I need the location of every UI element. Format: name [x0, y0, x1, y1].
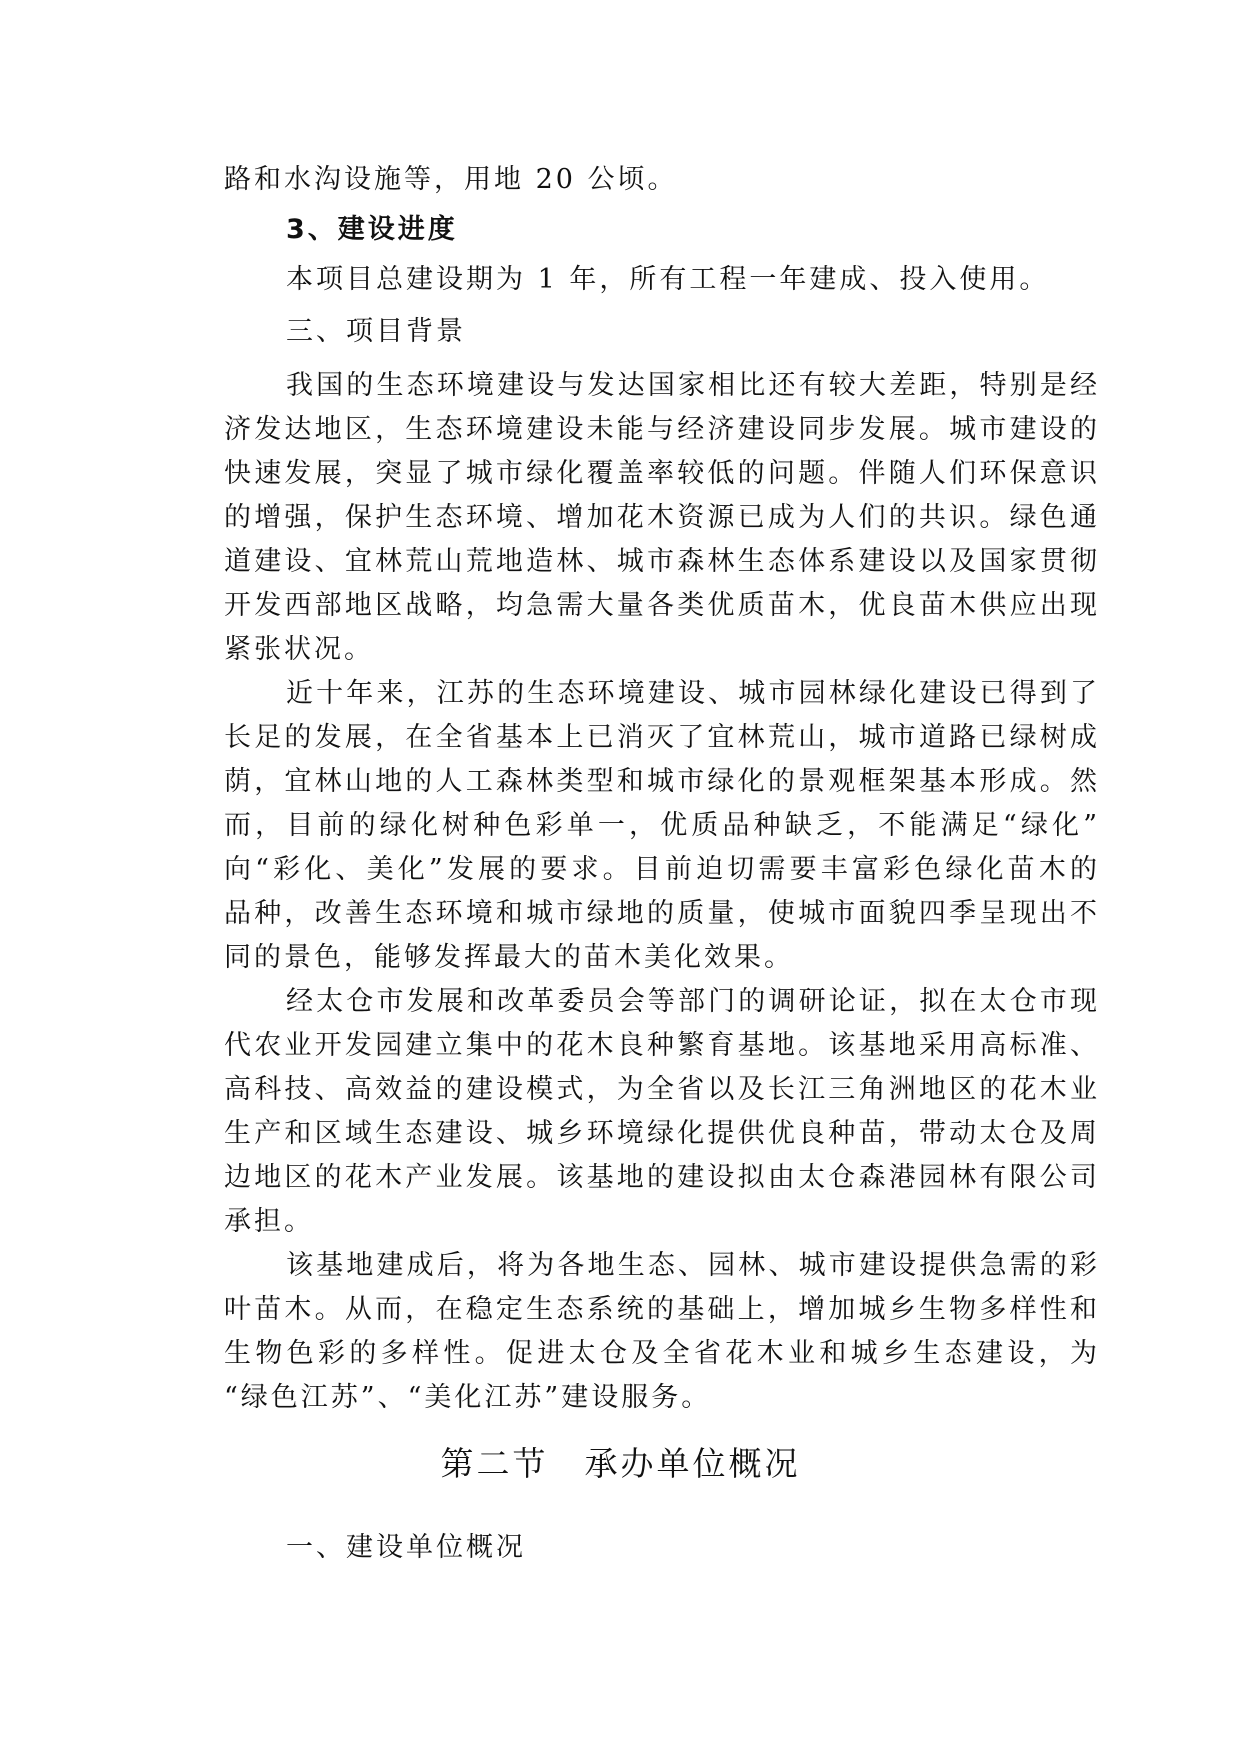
paragraph-line: 经太仓市发展和改革委员会等部门的调研论证，拟在太仓市现 [286, 986, 1100, 1017]
section-title [0, 1441, 1241, 1487]
heading-project-background: 三、项目背景 [286, 316, 466, 347]
paragraph-line: 我国的生态环境建设与发达国家相比还有较大差距，特别是经 [286, 370, 1100, 401]
paragraph-1 [224, 364, 1100, 672]
paragraph-line: 近十年来，江苏的生态环境建设、城市园林绿化建设已得到了 [286, 678, 1100, 709]
paragraph-line: 道建设、宜林荒山荒地造林、城市森林生态体系建设以及国家贯彻 [224, 546, 1100, 577]
section-number: 第二节 [440, 1444, 549, 1483]
paragraph-line: 济发达地区，生态环境建设未能与经济建设同步发展。城市建设的 [224, 414, 1100, 445]
paragraph-line: 同的景色，能够发挥最大的苗木美化效果。 [224, 942, 794, 973]
paragraph-3 [224, 980, 1100, 1244]
body-text [224, 158, 1100, 1420]
paragraph-line: 叶苗木。从而，在稳定生态系统的基础上，增加城乡生物多样性和 [224, 1294, 1100, 1325]
heading-construction-schedule: 3、建设进度 [286, 214, 458, 245]
paragraph-line: 向“彩化、美化”发展的要求。目前迫切需要丰富彩色绿化苗木的 [224, 854, 1100, 885]
paragraph-line: 代农业开发园建立集中的花木良种繁育基地。该基地采用高标准、 [224, 1030, 1100, 1061]
text-line: 路和水沟设施等，用地 20 公顷。 [224, 164, 678, 195]
text-line: 本项目总建设期为 1 年，所有工程一年建成、投入使用。 [286, 264, 1050, 295]
paragraph-line: 长足的发展，在全省基本上已消灭了宜林荒山，城市道路已绿树成 [224, 722, 1100, 753]
paragraph-line: 而，目前的绿化树种色彩单一，优质品种缺乏，不能满足“绿化” [224, 810, 1100, 841]
paragraph-line: 承担。 [224, 1206, 314, 1237]
subsection-title: 一、建设单位概况 [286, 1532, 526, 1563]
paragraph-line: 紧张状况。 [224, 634, 374, 665]
paragraph-line: 生产和区域生态建设、城乡环境绿化提供优良种苗，带动太仓及周 [224, 1118, 1100, 1149]
paragraph-line: 品种，改善生态环境和城市绿地的质量，使城市面貌四季呈现出不 [224, 898, 1100, 929]
paragraph-line: 边地区的花木产业发展。该基地的建设拟由太仓森港园林有限公司 [224, 1162, 1100, 1193]
paragraph-line: 荫，宜林山地的人工森林类型和城市绿化的景观框架基本形成。然 [224, 766, 1100, 797]
paragraph-line: 该基地建成后，将为各地生态、园林、城市建设提供急需的彩 [286, 1250, 1100, 1281]
paragraph-2 [224, 672, 1100, 980]
paragraph-line: “绿色江苏”、“美化江苏”建设服务。 [224, 1382, 712, 1413]
paragraph-line: 的增强，保护生态环境、增加花木资源已成为人们的共识。绿色通 [224, 502, 1100, 533]
paragraph-4 [224, 1244, 1100, 1420]
paragraph-line: 生物色彩的多样性。促进太仓及全省花木业和城乡生态建设，为 [224, 1338, 1100, 1369]
section-name: 承办单位概况 [584, 1444, 801, 1483]
paragraph-line: 开发西部地区战略，均急需大量各类优质苗木，优良苗木供应出现 [224, 590, 1100, 621]
paragraph-line: 高科技、高效益的建设模式，为全省以及长江三角洲地区的花木业 [224, 1074, 1100, 1105]
paragraph-line: 快速发展，突显了城市绿化覆盖率较低的问题。伴随人们环保意识 [224, 458, 1100, 489]
